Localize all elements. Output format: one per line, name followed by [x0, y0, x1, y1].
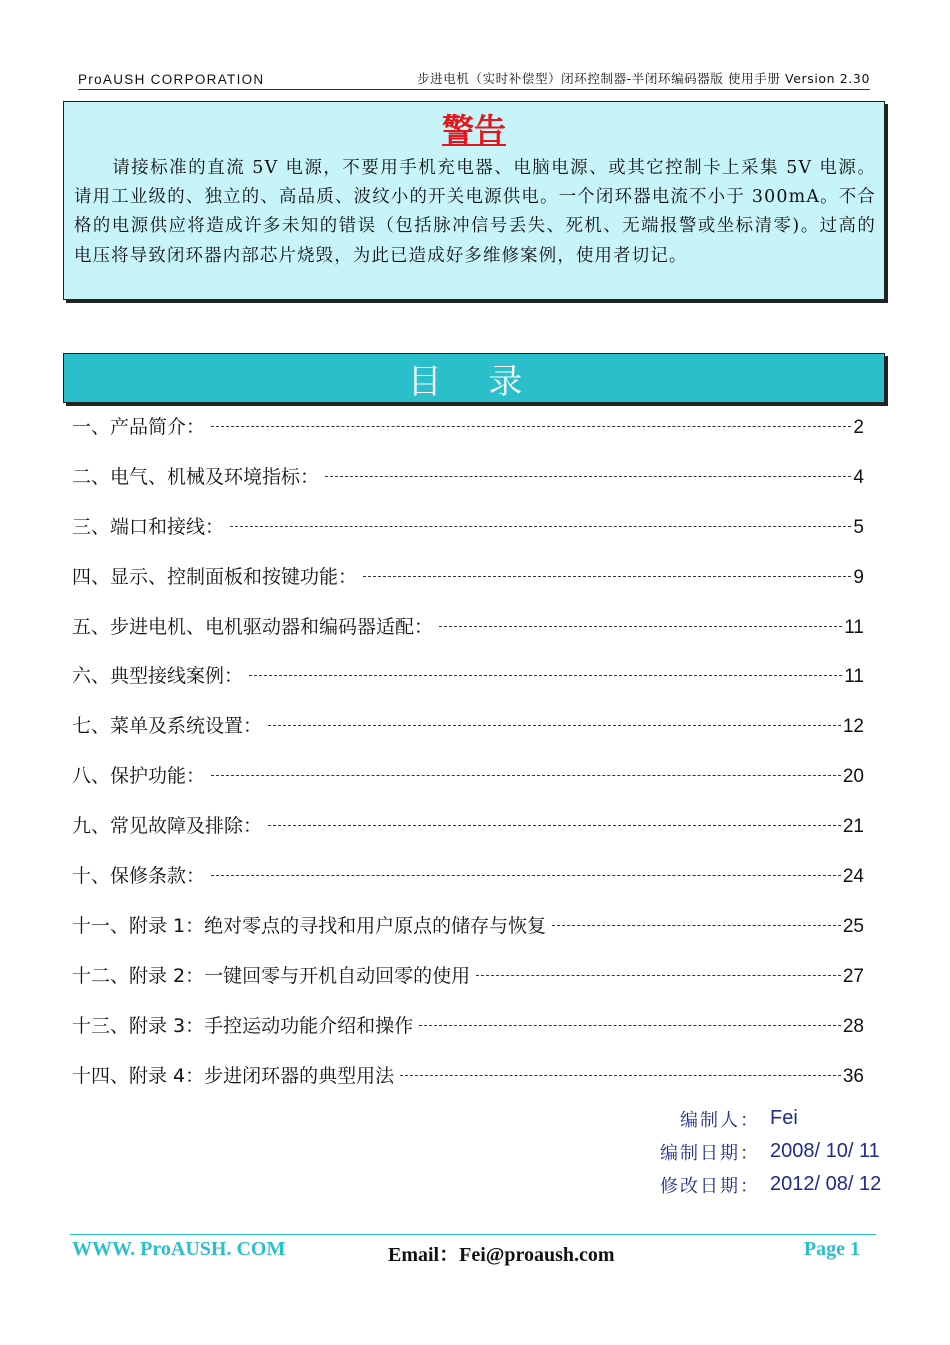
header-company: ProAUSH CORPORATION	[78, 72, 265, 87]
toc-item-label: 十三、附录 3：手控运动功能介绍和操作	[72, 1014, 414, 1037]
toc-leader	[211, 426, 851, 427]
toc-leader	[552, 925, 841, 926]
toc-item-page: 9	[853, 566, 864, 588]
warning-body: 请接标准的直流 5V 电源，不要用手机充电器、电脑电源、或其它控制卡上采集 5V 电源。请用工业级的、独立的、高品质、波纹小的开关电源供电。一个闭环器电流不小于 300mA。不合格的电源供应将造成许多未知的错误（包括脉冲信号丢失、死机、无端报警或坐标清零)。过高的电压将导致闭环器内部芯片烧毁，为此已造成好多维修案例，使用者切记。	[74, 158, 876, 266]
toc-item[interactable]	[72, 512, 864, 562]
meta-modified-row	[640, 1168, 890, 1201]
meta-created-row	[640, 1135, 890, 1168]
toc-item-page: 11	[844, 666, 864, 688]
toc-item-page: 2	[853, 417, 864, 438]
toc-item[interactable]	[72, 412, 864, 462]
toc-item-page: 36	[842, 1065, 864, 1087]
toc-item[interactable]	[72, 711, 864, 761]
toc-leader	[211, 775, 841, 776]
toc-leader	[325, 476, 851, 477]
toc-item-page: 11	[844, 616, 864, 638]
page-header	[78, 68, 870, 90]
toc-leader	[476, 975, 841, 976]
toc-leader	[268, 725, 841, 726]
footer-website-link[interactable]: WWW. ProAUSH. COM	[72, 1238, 286, 1260]
toc-item-label: 三、端口和接线：	[72, 515, 225, 538]
toc-item-page: 28	[842, 1015, 864, 1037]
toc-item-page: 4	[853, 466, 864, 488]
toc-item-page: 20	[842, 766, 864, 788]
toc-item-page: 21	[842, 816, 864, 838]
toc-item[interactable]	[72, 462, 864, 512]
toc-item[interactable]	[72, 612, 864, 662]
meta-modified-label: 修改日期：	[660, 1175, 760, 1197]
meta-modified-value: 2012/ 08/ 12	[770, 1173, 882, 1195]
warning-title: 警告	[441, 111, 506, 149]
toc-item[interactable]	[72, 761, 864, 811]
meta-created-label: 编制日期：	[660, 1142, 760, 1164]
toc-title-banner	[63, 353, 885, 403]
toc-item-label: 九、常见故障及排除：	[72, 815, 263, 838]
toc-item-label: 十二、附录 2：一键回零与开机自动回零的使用	[72, 964, 471, 987]
toc-item[interactable]	[72, 562, 864, 612]
toc-leader	[211, 875, 841, 876]
toc-item-page: 27	[842, 965, 864, 987]
toc-item[interactable]	[72, 811, 864, 861]
toc-item[interactable]	[72, 911, 864, 961]
toc-item-page: 5	[853, 516, 864, 538]
toc-leader	[400, 1075, 841, 1076]
toc-item-label: 七、菜单及系统设置：	[72, 715, 263, 738]
warning-box	[63, 101, 885, 300]
toc-item[interactable]	[72, 1011, 864, 1061]
footer-email[interactable]: Email：Fei@proaush.com	[388, 1244, 615, 1266]
toc-leader	[230, 526, 851, 527]
toc-title: 目 录	[407, 361, 541, 402]
toc-item-label: 十、保修条款：	[72, 865, 206, 888]
header-doc-title: 步进电机（实时补偿型）闭环控制器-半闭环编码器版 使用手册 Version 2.30	[417, 71, 870, 86]
footer-page-number: Page 1	[803, 1238, 860, 1260]
document-meta	[640, 1102, 890, 1201]
toc-item-page: 12	[842, 716, 864, 738]
meta-author-value: Fei	[770, 1107, 798, 1129]
toc-item-label: 十四、附录 4：步进闭环器的典型用法	[72, 1064, 395, 1087]
toc-leader	[439, 626, 842, 627]
meta-created-value: 2008/ 10/ 11	[770, 1140, 880, 1162]
toc-item-label: 五、步进电机、电机驱动器和编码器适配：	[72, 615, 434, 638]
toc-item-label: 八、保护功能：	[72, 765, 206, 788]
toc-item-label: 二、电气、机械及环境指标：	[72, 465, 320, 488]
meta-author-label: 编制人：	[680, 1109, 760, 1131]
page-footer	[70, 1238, 876, 1266]
toc-leader	[268, 825, 841, 826]
toc-item-page: 24	[842, 866, 864, 888]
toc-item-label: 四、显示、控制面板和按键功能：	[72, 565, 358, 588]
toc-item-label: 十一、附录 1：绝对零点的寻找和用户原点的储存与恢复	[72, 914, 547, 937]
meta-author-row	[640, 1102, 890, 1135]
toc-item-page: 25	[842, 915, 864, 937]
footer-divider	[70, 1234, 876, 1235]
toc-leader	[249, 675, 842, 676]
toc-item[interactable]	[72, 961, 864, 1011]
toc-item-label: 一、产品简介：	[72, 416, 206, 438]
toc-leader	[363, 576, 851, 577]
toc-leader	[419, 1025, 841, 1026]
table-of-contents	[72, 412, 864, 1110]
toc-item[interactable]	[72, 861, 864, 911]
toc-item[interactable]	[72, 661, 864, 711]
toc-item-label: 六、典型接线案例：	[72, 665, 244, 688]
